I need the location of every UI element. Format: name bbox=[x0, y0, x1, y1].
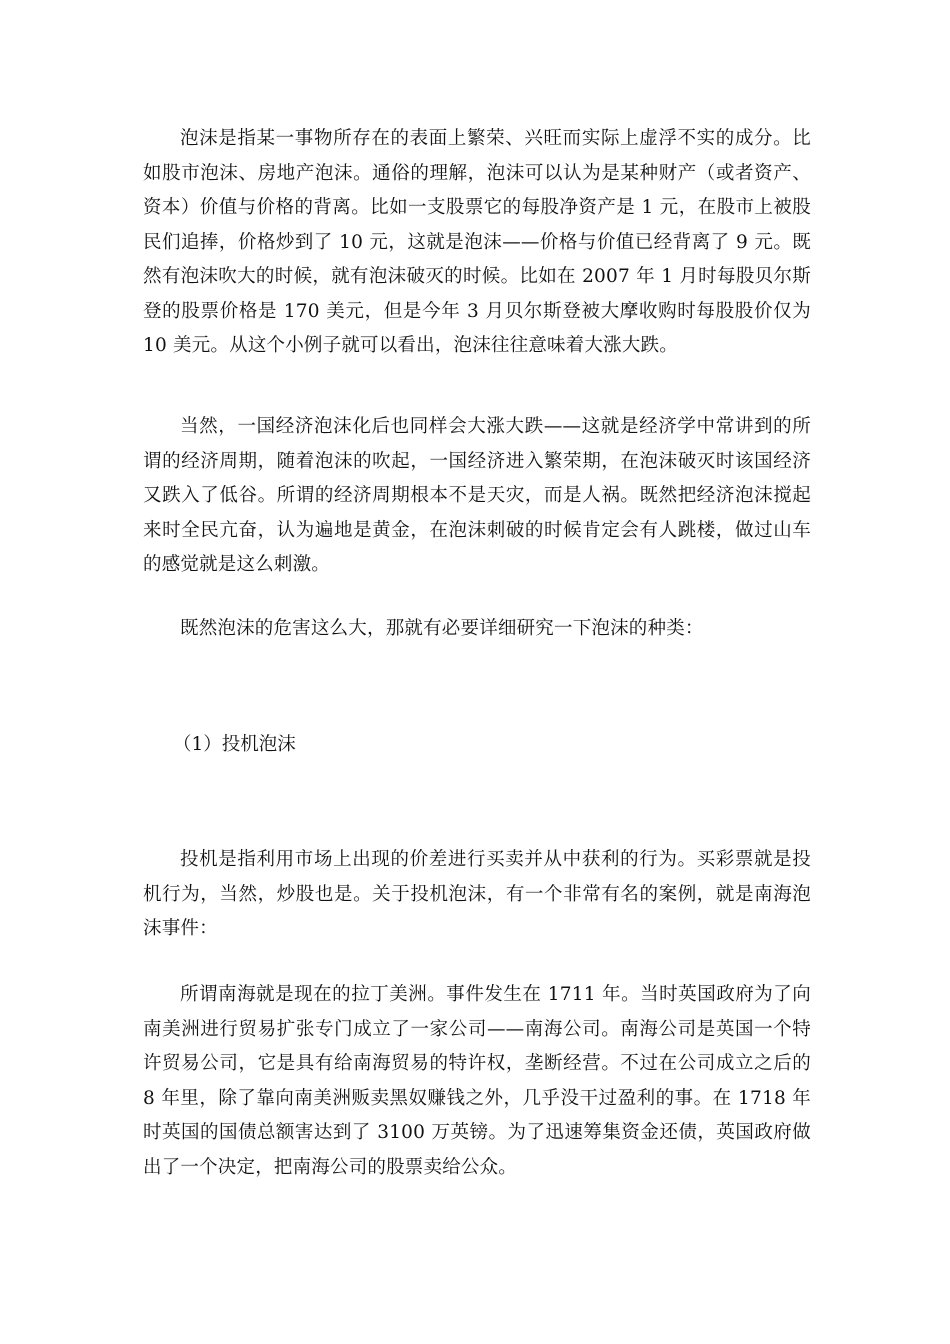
section-heading-speculative-bubble: （1）投机泡沫 bbox=[173, 734, 296, 755]
paragraph-speculation-definition: 投机是指利用市场上出现的价差进行买卖并从中获利的行为。买彩票就是投机行为，当然，炒股也是。关于投机泡沫，有一个非常有名的案例，就是南海泡沫事件： bbox=[143, 849, 811, 939]
paragraph-south-sea-bubble: 所谓南海就是现在的拉丁美洲。事件发生在 1711 年。当时英国政府为了向南美洲进行贸易扩张专门成立了一家公司——南海公司。南海公司是英国一个特许贸易公司，它是具有给南海贸易的特许权，垄断经营。不过在公司成立之后的 8 年里，除了靠向南美洲贩卖黑奴赚钱之外，几乎没干过盈利的事。在 1718 年时英国的国债总额害达到了 3100 万英镑。为了迅速筹集资金还债，英国政府做出了一个决定，把南海公司的股票卖给公众。 bbox=[143, 984, 811, 1178]
paragraph-bubble-definition: 泡沫是指某一事物所存在的表面上繁荣、兴旺而实际上虚浮不实的成分。比如股市泡沫、房地产泡沫。通俗的理解，泡沫可以认为是某种财产（或者资产、资本）价值与价格的背离。比如一支股票它的每股净资产是 1 元，在股市上被股民们追捧，价格炒到了 10 元，这就是泡沫——价格与价值已经背离了 9 元。既然有泡沫吹大的时候，就有泡沫破灭的时候。比如在 2007 年 1 月时每股贝尔斯登的股票价格是 170 美元，但是今年 3 月贝尔斯登被大摩收购时每股股价仅为 10 美元。从这个小例子就可以看出，泡沫往往意味着大涨大跌。 bbox=[143, 128, 811, 356]
paragraph-bubble-types-intro: 既然泡沫的危害这么大，那就有必要详细研究一下泡沫的种类： bbox=[180, 618, 704, 639]
paragraph-economic-cycle: 当然，一国经济泡沫化后也同样会大涨大跌——这就是经济学中常讲到的所谓的经济周期，随着泡沫的吹起，一国经济进入繁荣期，在泡沫破灭时该国经济又跌入了低谷。所谓的经济周期根本不是天灾，而是人祸。既然把经济泡沫搅起来时全民亢奋，认为遍地是黄金，在泡沫刺破的时候肯定会有人跳楼，做过山车的感觉就是这么刺激。 bbox=[143, 416, 811, 575]
